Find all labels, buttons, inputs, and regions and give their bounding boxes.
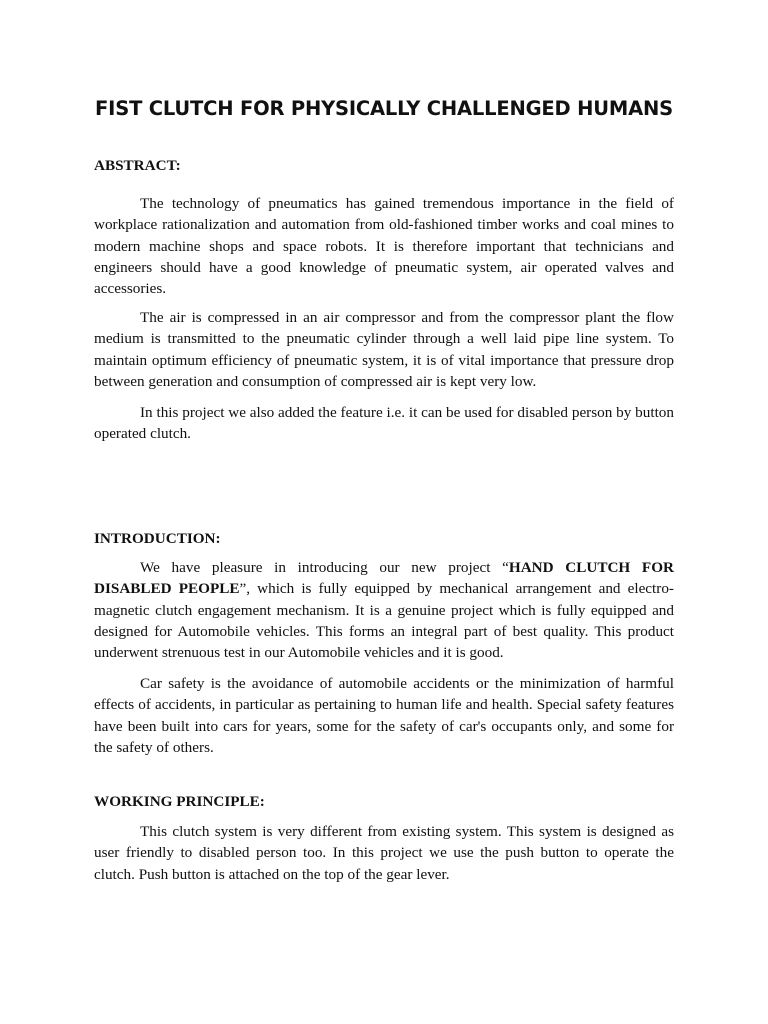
document-page	[94, 0, 674, 1024]
abstract-section	[94, 155, 674, 444]
intro-p1-rest: ”, which is fully equipped by mechanical arrangement and electro-magnetic clutch engagement mechanism. It is a genuine project which is fully equipped and designed for Automobile vehicles. This forms an integral part of best quality. This product underwent strenuous test in our Automobile vehicles and it is good.	[94, 580, 674, 662]
working-principle-section	[94, 791, 674, 885]
introduction-section	[94, 528, 674, 758]
abstract-heading: ABSTRACT:	[94, 157, 181, 174]
abstract-paragraph-3: In this project we also added the feature i.e. it can be used for disabled person by button operated clutch.	[94, 404, 674, 443]
introduction-heading: INTRODUCTION:	[94, 530, 221, 547]
abstract-paragraph-2: The air is compressed in an air compressor and from the compressor plant the flow medium is transmitted to the pneumatic cylinder through a well laid pipe line system. To maintain optimum efficiency of pneumatic system, it is of vital importance that pressure drop between generation and consumption of compressed air is kept very low.	[94, 309, 674, 390]
working-principle-heading: WORKING PRINCIPLE:	[94, 793, 265, 810]
document-title: FIST CLUTCH FOR PHYSICALLY CHALLENGED HUMANS	[95, 97, 673, 120]
intro-p1-lead: We have pleasure in introducing our new project “	[140, 559, 509, 577]
project-name-emphasis: HAND CLUTCH FOR DISABLED PEOPLE	[94, 559, 674, 598]
abstract-paragraph-1: The technology of pneumatics has gained tremendous importance in the field of workplace rationalization and automation from old-fashioned timber works and coal mines to modern machine shops and space robots. It is therefore important that technicians and engineers should have a good knowledge of pneumatic system, air operated valves and accessories.	[94, 195, 674, 298]
introduction-paragraph-2: Car safety is the avoidance of automobile accidents or the minimization of harmful effects of accidents, in particular as pertaining to human life and health. Special safety features have been built into cars for years, some for the safety of car's occupants only, and some for the safety of others.	[94, 675, 674, 756]
working-principle-paragraph-1: This clutch system is very different from existing system. This system is designed as user friendly to disabled person too. In this project we use the push button to operate the clutch. Push button is attached on the top of the gear lever.	[94, 823, 674, 883]
introduction-paragraph-1	[94, 557, 674, 663]
